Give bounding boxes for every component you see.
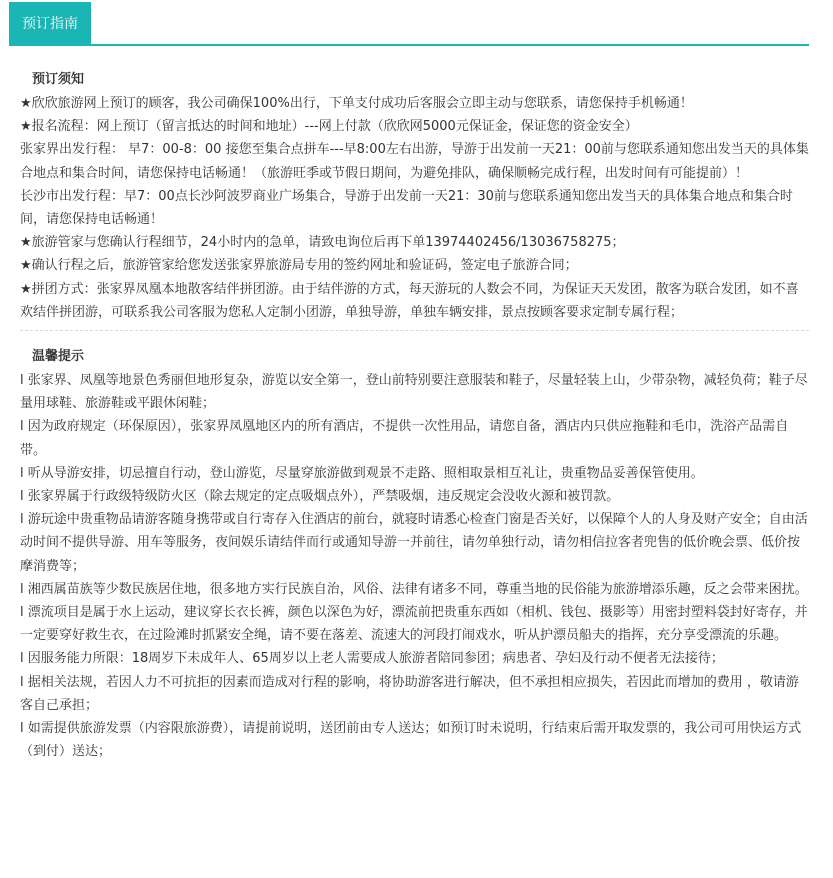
tip-line: l 如需提供旅游发票（内容限旅游费），请提前说明，送团前由专人送达；如预订时未说明，行结束后需开取发票的，我公司可用快运方式（到付）送达； bbox=[20, 721, 802, 760]
tip-line: l 听从导游安排，切忌擅自行动，登山游览，尽量穿旅游做到观景不走路、照相取景相互礼让，贵重物品妥善保管使用。 bbox=[20, 465, 704, 481]
booking-notice-section bbox=[20, 70, 809, 324]
tip-line: l 因服务能力所限：18周岁下未成年人、65周岁以上老人需要成人旅游者陪同参团；病患者、孕妇及行动不便者无法接待； bbox=[20, 651, 724, 667]
booking-notice-title: 预订须知 bbox=[32, 72, 85, 87]
tip-line: l 张家界、凤凰等地景色秀丽但地形复杂，游览以安全第一，登山前特别要注意服装和鞋子，尽量轻装上山，少带杂物，减轻负荷；鞋子尽量用球鞋、旅游鞋或平跟休闲鞋； bbox=[20, 373, 808, 412]
notice-line: 张家界出发行程： 早7：00-8：00 接您至集合点拼车---早8:00左右出游，导游于出发前一天21：00前与您联系通知您出发当天的具体集合地点和集合时间，请您保持电话畅通！（旅游旺季或节假日期间，为避免排队，确保顺畅完成行程，出发时间有可能提前）！ bbox=[20, 142, 809, 181]
notice-line: 长沙市出发行程：早7：00点长沙阿波罗商业广场集合，导游于出发前一天21：30前与您联系通知您出发当天的具体集合地点和集合时间，请您保持电话畅通！ bbox=[20, 188, 793, 228]
notice-line: ★报名流程：网上预订（留言抵达的时间和地址）---网上付款（欣欣网5000元保证金，保证您的资金安全） bbox=[20, 119, 638, 135]
tip-line: l 张家界属于行政级特级防火区（除去规定的定点吸烟点外），严禁吸烟，违反规定会没收火源和被罚款。 bbox=[20, 489, 620, 505]
tip-line: l 漂流项目是属于水上运动，建议穿长衣长裤，颜色以深色为好，漂流前把贵重东西如（相机、钱包、摄影等）用密封塑料袋封好寄存，并一定要穿好救生衣，在过险滩时抓紧安全绳，请不要在落差、流速大的河段打闹戏水，听从护漂员船夫的指挥，充分享受漂流的乐趣。 bbox=[20, 605, 808, 644]
notice-line: ★欣欣旅游网上预订的顾客，我公司确保100%出行，下单支付成功后客服会立即主动与您联系，请您保持手机畅通！ bbox=[20, 96, 693, 111]
tip-line: l 湘西属苗族等少数民族居住地，很多地方实行民族自治，风俗、法律有诸多不同，尊重当地的民俗能为旅游增添乐趣，反之会带来困扰。 bbox=[20, 581, 808, 597]
guide-content bbox=[20, 46, 809, 763]
warm-tips-section bbox=[20, 347, 809, 763]
warm-tips-title: 温馨提示 bbox=[32, 349, 85, 365]
tab-booking-guide[interactable]: 预订指南 bbox=[9, 2, 91, 46]
tip-line: l 游玩途中贵重物品请游客随身携带或自行寄存入住酒店的前台，就寝时请悉心检查门窗是否关好，以保障个人的人身及财产安全；自由活动时间不提供导游、用车等服务，夜间娱乐请结伴而行或通知导游一并前往，请勿单独行动，请勿相信拉客者兜售的低价晚会票、低价按摩消费等； bbox=[20, 512, 808, 574]
tip-line: l 因为政府规定（环保原因），张家界凤凰地区内的所有酒店，不提供一次性用品，请您自备，酒店内只供应拖鞋和毛巾，洗浴产品需自带。 bbox=[20, 419, 789, 458]
tab-bar bbox=[9, 0, 809, 46]
notice-line: ★旅游管家与您确认行程细节，24小时内的急单，请致电询位后再下单13974402456/13036758275； bbox=[20, 235, 625, 251]
notice-line: ★确认行程之后，旅游管家给您发送张家界旅游局专用的签约网址和验证码，签定电子旅游合同； bbox=[20, 258, 578, 274]
tip-line: l 据相关法规，若因人力不可抗拒的因素而造成对行程的影响，将协助游客进行解决，但不承担相应损失，若因此而增加的费用 ，敬请游客自己承担； bbox=[20, 674, 799, 713]
notice-line: ★拼团方式：张家界凤凰本地散客结伴拼团游。由于结伴游的方式，每天游玩的人数会不同，为保证天天发团，散客为联合发团，如不喜欢结伴拼团游，可联系我公司客服为您私人定制小团游，单独导游，单独车辆安排，景点按顾客要求定制专属行程； bbox=[20, 281, 799, 320]
section-divider bbox=[20, 330, 809, 331]
